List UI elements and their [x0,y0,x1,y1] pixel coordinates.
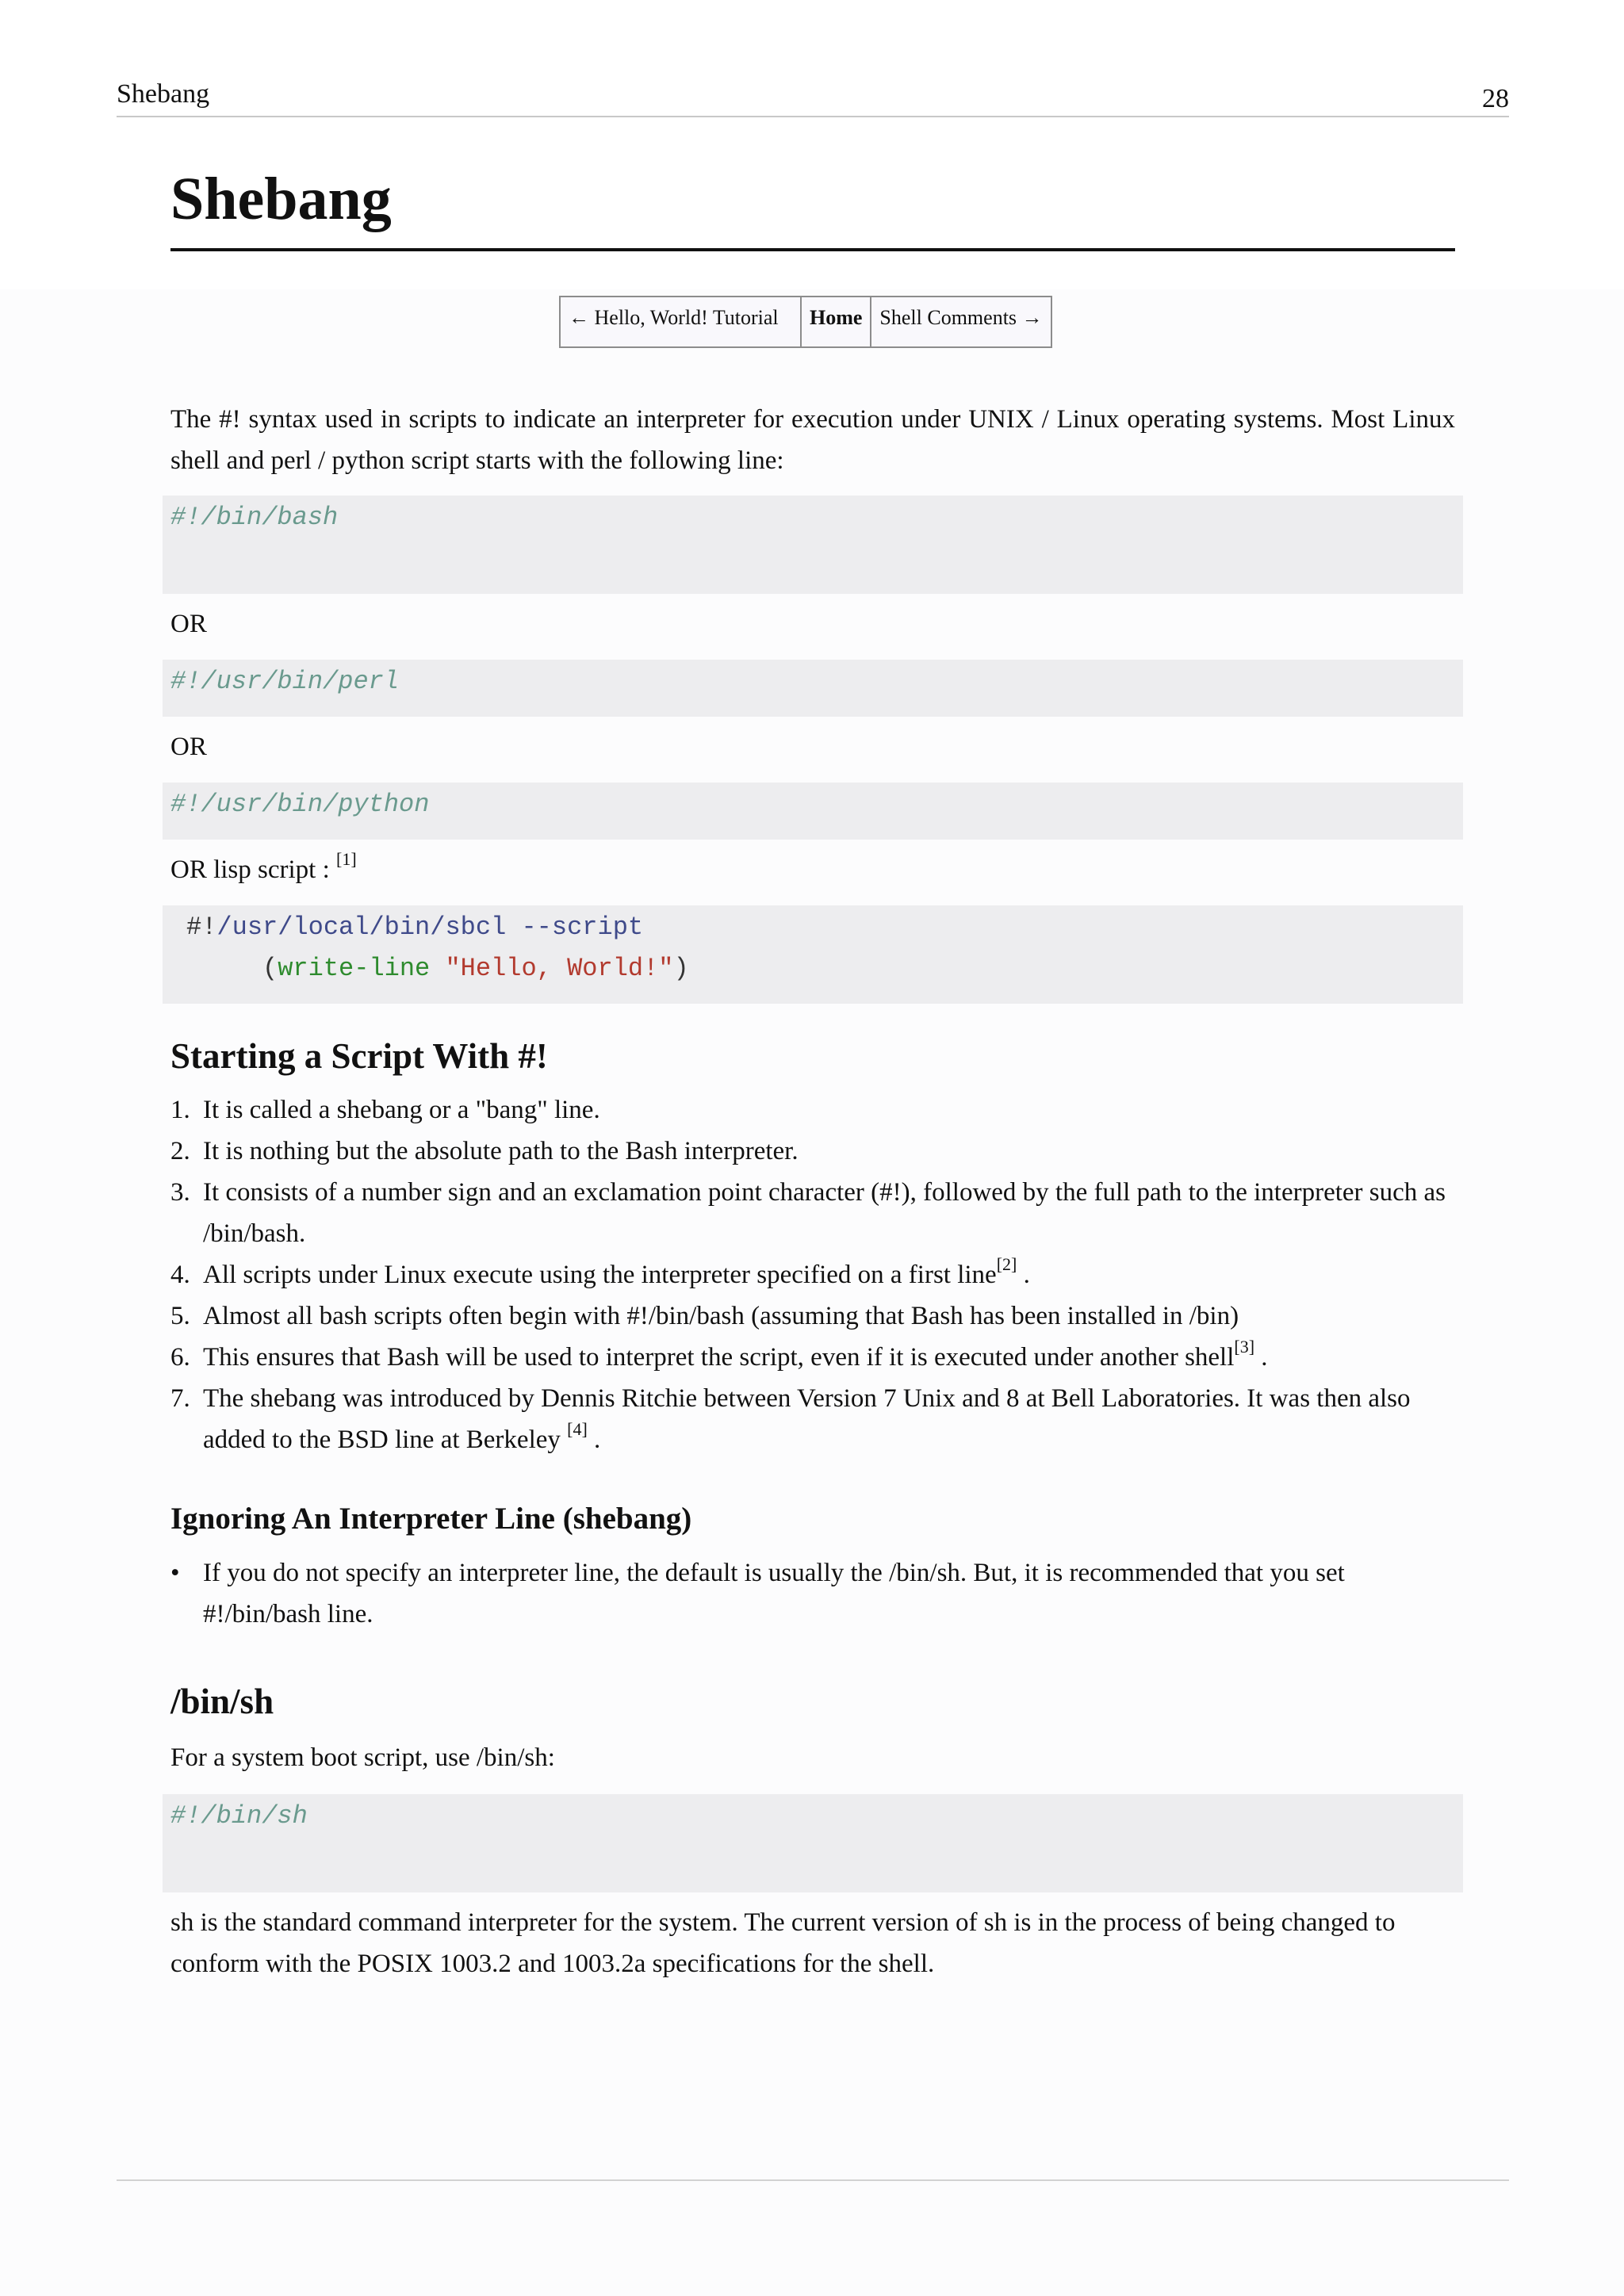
code-line: #!/usr/bin/perl [170,667,400,696]
code-line [186,948,689,989]
code-token: #! [186,913,217,942]
nav-prev-link[interactable]: ← Hello, World! Tutorial [560,297,801,347]
paragraph: For a system boot script, use /bin/sh: [170,1743,555,1772]
code-line: #!/bin/bash [170,503,339,532]
code-token: ( [262,954,278,983]
list-text: It is nothing but the absolute path to the Bash interpreter. [203,1137,799,1165]
footnote-ref[interactable]: [1] [336,849,357,869]
nav-next-link[interactable]: Shell Comments → [871,297,1051,347]
running-title: Shebang [117,79,210,109]
code-block-perl [163,660,1463,717]
list-number: 4. [170,1261,190,1289]
code-block-sh [163,1794,1463,1892]
subsection-heading: Ignoring An Interpreter Line (shebang) [170,1502,692,1536]
list-item [170,1089,1455,1131]
code-line: #!/bin/sh [170,1801,308,1831]
title-divider [170,248,1455,251]
list-item [170,1295,1455,1337]
list-text: It is called a shebang or a "bang" line. [203,1096,600,1124]
section-heading: Starting a Script With #! [170,1036,548,1076]
or-text: OR [170,610,207,638]
page-number: 28 [1482,84,1509,113]
code-block-lisp [163,905,1463,1004]
footnote-ref[interactable]: [2] [996,1254,1017,1274]
list-tail: . [1017,1261,1030,1289]
list-item [170,1254,1455,1295]
list-tail: . [587,1425,601,1454]
bullet-list [170,1552,1455,1635]
list-number: 1. [170,1096,190,1124]
list-number: 6. [170,1343,190,1372]
code-line [186,907,643,948]
section-heading: /bin/sh [170,1682,274,1721]
list-text: This ensures that Bash will be used to interpret the script, even if it is executed under another shell [203,1343,1235,1372]
page-title: Shebang [170,166,392,232]
footnote-ref[interactable]: [3] [1234,1337,1255,1357]
running-header [117,76,1509,117]
list-number: 3. [170,1178,190,1207]
list-number: 5. [170,1302,190,1330]
list-text: Almost all bash scripts often begin with #!/bin/bash (assuming that Bash has been installed in /bin) [203,1302,1239,1330]
or-lisp-label: OR lisp script : [170,855,337,884]
footer-divider [117,2179,1509,2181]
paragraph: sh is the standard command interpreter for the system. The current version of sh is in the process of being changed to conform with the POSIX 1003.2 and 1003.2a specifications for the shell. [170,1908,1396,1978]
list-text: The shebang was introduced by Dennis Ritchie between Version 7 Unix and 8 at Bell Laboratories. It was then also added to the BSD line at Berkeley [203,1384,1411,1454]
list-number: 2. [170,1137,190,1165]
code-token: /usr/local/bin/sbcl --script [216,913,644,942]
code-token: ) [673,954,689,983]
code-block-bash [163,496,1463,594]
navigation-table [559,296,1052,348]
list-item [170,1552,1455,1635]
nav-home-link[interactable]: Home [801,297,871,347]
footnote-ref[interactable]: [4] [567,1419,588,1439]
code-token: write-line [278,954,431,983]
list-item [170,1172,1455,1254]
numbered-list [170,1089,1455,1460]
code-line: #!/usr/bin/python [170,790,430,819]
or-lisp-text [170,849,1455,890]
list-item [170,1131,1455,1172]
list-tail: . [1254,1343,1268,1372]
code-block-python [163,783,1463,840]
code-token: "Hello, World!" [445,954,674,983]
bullet-icon: • [170,1559,180,1587]
list-number: 7. [170,1384,190,1413]
list-item [170,1378,1455,1460]
list-item [170,1337,1455,1378]
list-text: If you do not specify an interpreter line, the default is usually the /bin/sh. But, it is recommended that you set #!/bin/bash line. [203,1559,1345,1628]
code-indent [186,954,262,983]
or-text: OR [170,733,207,761]
list-text: It consists of a number sign and an exclamation point character (#!), followed by the full path to the interpreter such as /bin/bash. [203,1178,1446,1248]
list-text: All scripts under Linux execute using the interpreter specified on a first line [203,1261,997,1289]
intro-paragraph: The #! syntax used in scripts to indicate an interpreter for execution under UNIX / Linux operating systems. Most Linux shell and perl / python script starts with the following line: [170,405,1455,475]
